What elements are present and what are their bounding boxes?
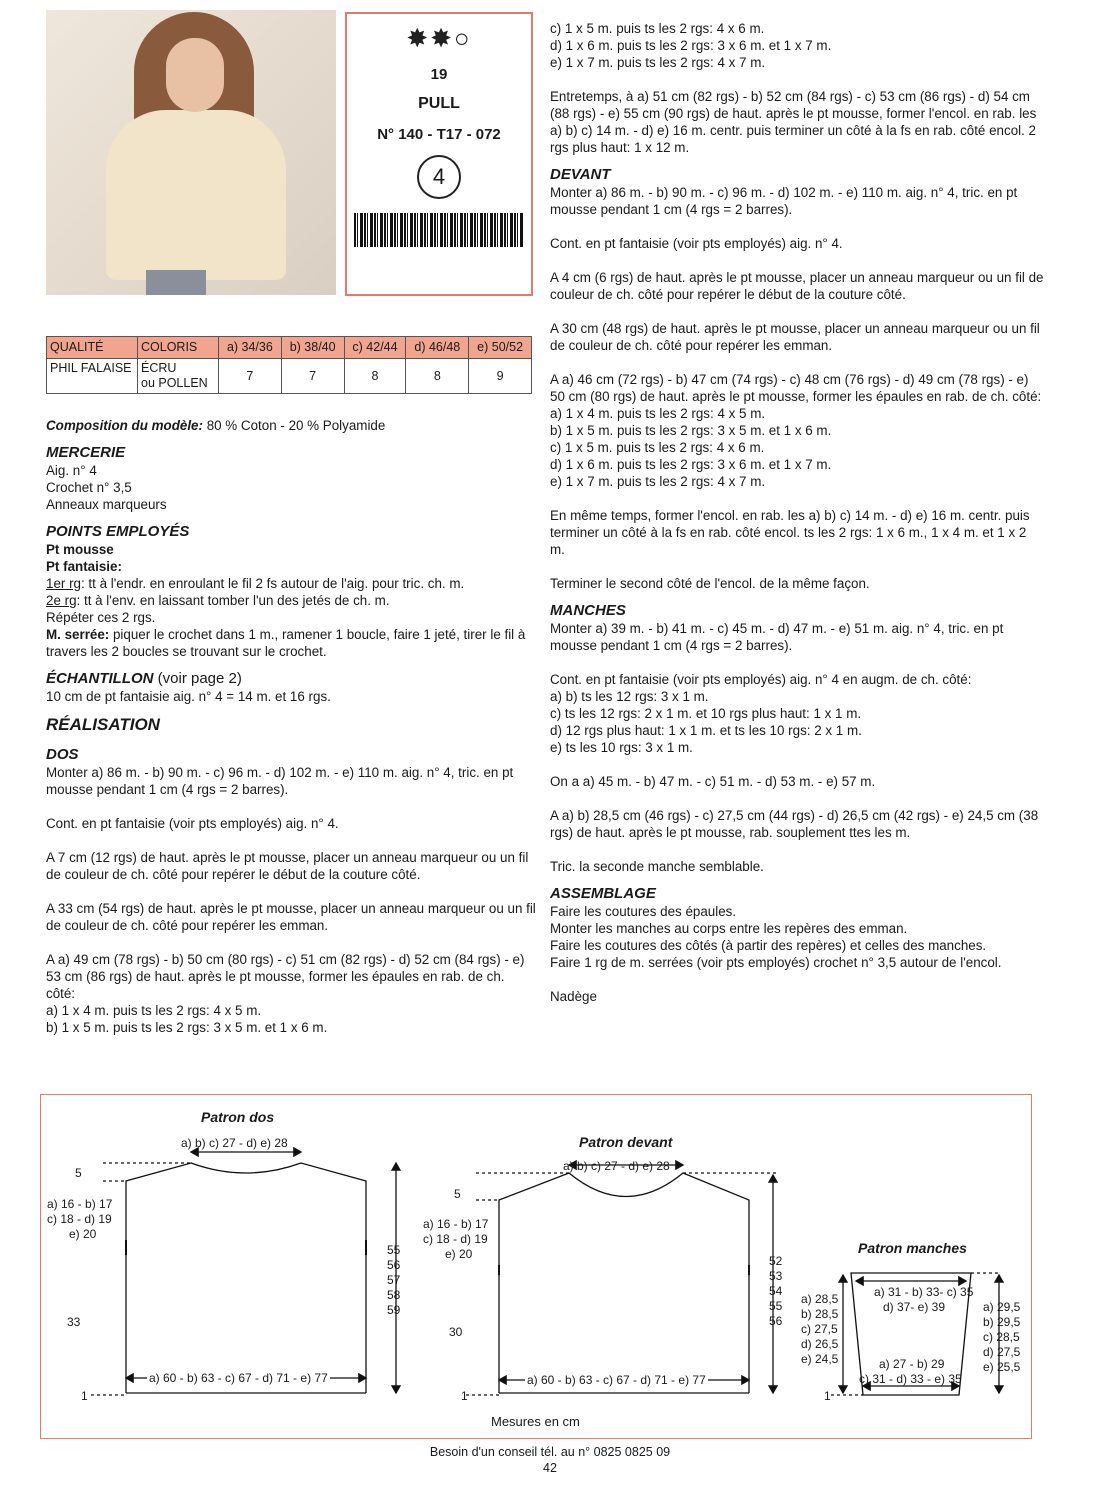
manches-c: c) ts les 12 rgs: 2 x 1 m. et 10 rgs plus haut: 1 x 1 m.: [550, 706, 862, 721]
dos-5: 5: [75, 1166, 82, 1180]
page-number: 42: [543, 1461, 557, 1475]
repeat: Répéter ces 2 rgs.: [46, 610, 156, 625]
devant-30: 30: [449, 1325, 463, 1339]
cell-size-c: 8: [344, 359, 406, 394]
devant-p2: Cont. en pt fantaisie (voir pts employés) aig. n° 4.: [550, 236, 843, 251]
header-color: COLORIS: [138, 337, 219, 359]
devant-b: b) 1 x 5 m. puis ts les 2 rgs: 3 x 5 m. et 1 x 6 m.: [550, 423, 832, 438]
cell-size-d: 8: [406, 359, 469, 394]
dos-1: 1: [81, 1389, 88, 1403]
pattern-reference: N° 140 - T17 - 072: [377, 126, 501, 143]
difficulty-balls-icon: ✸✸○: [406, 23, 472, 53]
mercerie-title: MERCERIE: [46, 444, 126, 461]
manches-a: a) b) ts les 12 rgs: 3 x 1 m.: [550, 689, 709, 704]
devant-p5: A a) 46 cm (72 rgs) - b) 47 cm (74 rgs) - c) 48 cm (76 rgs) - d) 49 cm (78 rgs) - e) 50 cm (80 rgs) de haut. après le pt mousse, former les épaules en rab. de ch. côté:: [550, 372, 1042, 404]
dos-b: b) 1 x 5 m. puis ts les 2 rgs: 3 x 5 m. et 1 x 6 m.: [46, 1020, 328, 1035]
manches-top-1: a) 31 - b) 33- c) 35: [874, 1285, 974, 1299]
dos-shoulder-2: c) 18 - d) 19: [47, 1212, 112, 1226]
dos-p5: A a) 49 cm (78 rgs) - b) 50 cm (80 rgs) - c) 51 cm (82 rgs) - d) 52 cm (84 rgs) - e) 53 cm (86 rgs) de haut. après le pt mousse, former les épaules en rab. de ch. côté:: [46, 952, 525, 1001]
manches-p1: Monter a) 39 m. - b) 41 m. - c) 45 m. - d) 47 m. - e) 51 m. aig. n° 4, tric. en pt mousse pendant 1 cm (4 rgs = 2 barres).: [550, 621, 1004, 653]
dos-title: DOS: [46, 746, 79, 763]
dos-shoulder-1: a) 16 - b) 17: [47, 1197, 113, 1211]
entretemps: Entretemps, à a) 51 cm (82 rgs) - b) 52 cm (84 rgs) - c) 53 cm (86 rgs) - d) 54 cm (88 rgs) - e) 55 cm (90 rgs) de haut. après le pt mousse, former l'encol. en rab. les a) b) c) 14 m. - d) e) 16 m. centr. puis terminer un côté à la fs en rab. côté encol. 2 rgs plus haut: 1 x 12 m.: [550, 89, 1037, 155]
needle-size-icon: 4: [417, 155, 461, 199]
manches-top-2: d) 37- e) 39: [883, 1300, 946, 1314]
photo-sweater: [106, 110, 286, 280]
assemblage-item: Faire 1 rg de m. serrées (voir pts employés) crochet n° 3,5 autour de l'encol.: [550, 955, 1002, 970]
pt-mousse: Pt mousse: [46, 542, 114, 557]
barcode: [354, 213, 524, 247]
composition: Composition du modèle: 80 % Coton - 20 % Polyamide: [46, 418, 386, 433]
points-title: POINTS EMPLOYÉS: [46, 523, 190, 540]
header-size-e: e) 50/52: [469, 337, 532, 359]
manches-right-heights: a) 29,5 b) 29,5 c) 28,5 d) 27,5 e) 25,5: [983, 1300, 1021, 1374]
manches-d: d) 12 rgs plus haut: 1 x 1 m. et ts les 10 rgs: 2 x 1 m.: [550, 723, 862, 738]
devant-5: 5: [454, 1187, 461, 1201]
m-serree: M. serrée: piquer le crochet dans 1 m., ramener 1 boucle, faire 1 jeté, tirer le fil à travers les 2 boucles se trouvant sur le crochet.: [46, 627, 526, 659]
dos-e: e) 1 x 7 m. puis ts les 2 rgs: 4 x 7 m.: [550, 55, 766, 70]
devant-p4: A 30 cm (48 rgs) de haut. après le pt mousse, placer un anneau marqueur ou un fil de couleur de ch. côté pour repérer les emman.: [550, 321, 1040, 353]
manches-p4: A a) b) 28,5 cm (46 rgs) - c) 27,5 cm (44 rgs) - d) 26,5 cm (42 rgs) - e) 24,5 cm (38 rgs) de haut. après le pt mousse, rab. souplement ttes les m.: [550, 808, 1039, 840]
color-2: ou POLLEN: [141, 376, 208, 390]
table-row: [47, 359, 532, 394]
devant-p1: Monter a) 86 m. - b) 90 m. - c) 96 m. - d) 102 m. - e) 110 m. aig. n° 4, tric. en pt mousse pendant 1 cm (4 rgs = 2 barres).: [550, 185, 1018, 217]
dos-c: c) 1 x 5 m. puis ts les 2 rgs: 4 x 6 m.: [550, 21, 765, 36]
manches-p5: Tric. la seconde manche semblable.: [550, 859, 764, 874]
mesures-label: Mesures en cm: [491, 1414, 580, 1429]
yarn-table: [46, 336, 532, 394]
devant-neck: a) b) c) 27 - d) e) 28: [563, 1159, 670, 1173]
photo-face: [166, 38, 224, 112]
devant-1: 1: [461, 1389, 468, 1403]
mercerie-item: Crochet n° 3,5: [46, 480, 132, 495]
devant-outline: [499, 1173, 749, 1393]
pattern-number: 19: [430, 66, 448, 83]
devant-shoulder-1: a) 16 - b) 17: [423, 1217, 489, 1231]
devant-shoulder-2: c) 18 - d) 19: [423, 1232, 488, 1246]
manches-p3: On a a) 45 m. - b) 47 m. - c) 51 m. - d) 53 m. - e) 57 m.: [550, 774, 876, 789]
color-1: ÉCRU: [141, 361, 177, 375]
dos-d: d) 1 x 6 m. puis ts les 2 rgs: 3 x 6 m. et 1 x 7 m.: [550, 38, 832, 53]
cell-size-e: 9: [469, 359, 532, 394]
assemblage-item: Faire les coutures des épaules.: [550, 904, 737, 919]
manches-bottom-1: a) 27 - b) 29: [879, 1357, 945, 1371]
manches-e: e) ts les 10 rgs: 3 x 1 m.: [550, 740, 693, 755]
devant-e: e) 1 x 7 m. puis ts les 2 rgs: 4 x 7 m.: [550, 474, 766, 489]
dos-neck: a) b) c) 27 - d) e) 28: [181, 1136, 288, 1150]
echantillon-title: ÉCHANTILLON (voir page 2): [46, 670, 242, 687]
devant-c: c) 1 x 5 m. puis ts les 2 rgs: 4 x 6 m.: [550, 440, 765, 455]
devant-title: DEVANT: [550, 166, 611, 183]
dos-outline: [126, 1163, 366, 1393]
dos-a: a) 1 x 4 m. puis ts les 2 rgs: 4 x 5 m.: [46, 1003, 262, 1018]
header-quality: QUALITÉ: [47, 337, 138, 359]
terminer: Terminer le second côté de l'encol. de la même façon.: [550, 576, 870, 591]
devant-heights: 52 53 54 55 56: [769, 1254, 783, 1328]
left-column: [46, 417, 536, 1036]
meme-temps: En même temps, former l'encol. en rab. les a) b) c) 14 m. - d) e) 16 m. centr. puis terminer un côté à la fs en rab. côté encol. ts les 2 rgs: 1 x 6 m., 1 x 4 m. et 1 x 2 m.: [550, 508, 1030, 557]
dos-p4: A 33 cm (54 rgs) de haut. après le pt mousse, placer un anneau marqueur ou un fil de couleur de ch. côté pour repérer les emman.: [46, 901, 536, 933]
devant-width: a) 60 - b) 63 - c) 67 - d) 71 - e) 77: [527, 1373, 706, 1387]
pt-fantaisie: Pt fantaisie:: [46, 559, 122, 574]
cell-color: [138, 359, 219, 394]
mercerie-item: Aig. n° 4: [46, 463, 97, 478]
cell-size-b: 7: [281, 359, 344, 394]
dos-33: 33: [67, 1315, 81, 1329]
manches-p2: Cont. en pt fantaisie (voir pts employés) aig. n° 4 en augm. de ch. côté:: [550, 672, 972, 687]
pattern-card: [345, 12, 533, 296]
yarn-table-header: [47, 337, 532, 359]
mercerie-item: Anneaux marqueurs: [46, 497, 167, 512]
pattern-diagrams: [40, 1094, 1032, 1439]
manches-left-heights: a) 28,5 b) 28,5 c) 27,5 d) 26,5 e) 24,5: [801, 1292, 839, 1366]
dos-title: Patron dos: [201, 1109, 275, 1125]
header-size-c: c) 42/44: [344, 337, 406, 359]
cell-quality: PHIL FALAISE: [47, 359, 138, 394]
footer-conseil: Besoin d'un conseil tél. au n° 0825 0825 09: [429, 1445, 671, 1459]
signature: Nadège: [550, 989, 597, 1004]
pattern-item: PULL: [418, 95, 460, 112]
cell-size-a: 7: [219, 359, 282, 394]
dos-p3: A 7 cm (12 rgs) de haut. après le pt mousse, placer un anneau marqueur ou un fil de couleur de ch. côté pour repérer le début de la couture côté.: [46, 850, 529, 882]
header-size-d: d) 46/48: [406, 337, 469, 359]
assemblage-title: ASSEMBLAGE: [550, 885, 656, 902]
header-size-a: a) 34/36: [219, 337, 282, 359]
right-column: [550, 20, 1044, 1005]
assemblage-item: Monter les manches au corps entre les repères des emman.: [550, 921, 908, 936]
devant-shoulder-3: e) 20: [445, 1247, 473, 1261]
assemblage-item: Faire les coutures des côtés (à partir des repères) et celles des manches.: [550, 938, 987, 953]
dos-p2: Cont. en pt fantaisie (voir pts employés) aig. n° 4.: [46, 816, 339, 831]
manches-title: Patron manches: [858, 1240, 967, 1256]
manches-bottom-2: c) 31 - d) 33 - e) 35: [859, 1372, 962, 1386]
manches-title: MANCHES: [550, 602, 626, 619]
dos-p1: Monter a) 86 m. - b) 90 m. - c) 96 m. - d) 102 m. - e) 110 m. aig. n° 4, tric. en pt mousse pendant 1 cm (4 rgs = 2 barres).: [46, 765, 514, 797]
echantillon: 10 cm de pt fantaisie aig. n° 4 = 14 m. et 16 rgs.: [46, 689, 331, 704]
realisation-title: RÉALISATION: [46, 715, 160, 734]
header-size-b: b) 38/40: [281, 337, 344, 359]
rg2: 2e rg: tt à l'env. en laissant tomber l'un des jetés de ch. m.: [46, 593, 390, 608]
devant-d: d) 1 x 6 m. puis ts les 2 rgs: 3 x 6 m. et 1 x 7 m.: [550, 457, 832, 472]
model-photo: [46, 10, 336, 295]
photo-jeans: [146, 270, 206, 295]
dos-width: a) 60 - b) 63 - c) 67 - d) 71 - e) 77: [149, 1371, 328, 1385]
dos-heights: 55 56 57 58 59: [387, 1243, 401, 1317]
dos-shoulder-3: e) 20: [69, 1227, 97, 1241]
devant-p3: A 4 cm (6 rgs) de haut. après le pt mousse, placer un anneau marqueur ou un fil de couleur de ch. côté pour repérer le début de la couture côté.: [550, 270, 1044, 302]
rg1: 1er rg: tt à l'endr. en enroulant le fil 2 fs autour de l'aig. pour tric. ch. m.: [46, 576, 465, 591]
devant-a: a) 1 x 4 m. puis ts les 2 rgs: 4 x 5 m.: [550, 406, 766, 421]
devant-title: Patron devant: [579, 1134, 673, 1150]
manches-1: 1: [824, 1389, 831, 1403]
